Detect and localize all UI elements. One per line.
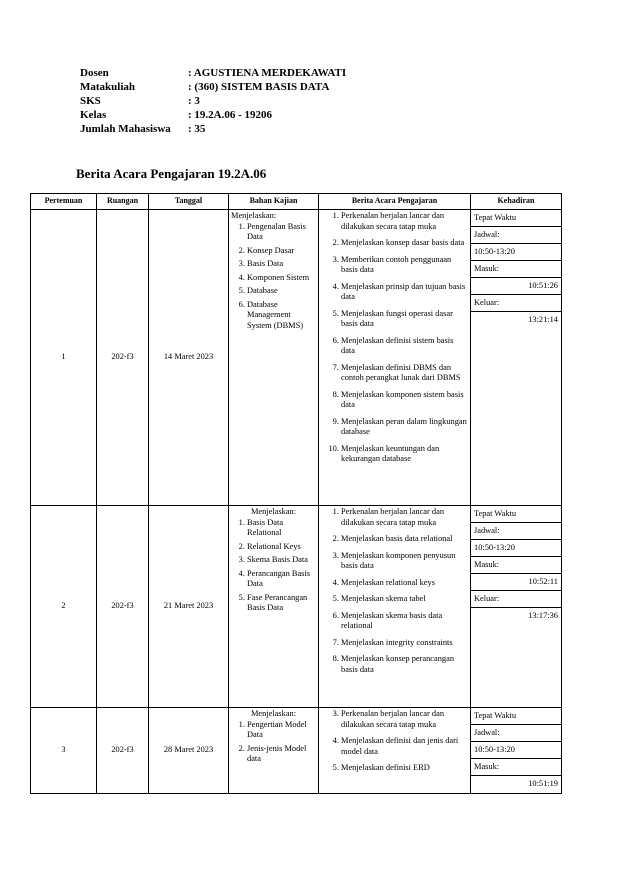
ruangan-cell: 202-f3 <box>97 506 149 708</box>
bahan-item: 4. Komponen Sistem <box>247 273 316 284</box>
keluar-time: 13:17:36 <box>528 611 558 620</box>
tanggal-cell: 21 Maret 2023 <box>149 506 229 708</box>
berita-item: 5. Menjelaskan fungsi operasi dasar basis data <box>341 309 468 330</box>
bahan-item: 5. Database <box>247 286 316 297</box>
bahan-item: 2. Konsep Dasar <box>247 246 316 257</box>
bahan-item: 5. Fase Perancangan Basis Data <box>247 593 316 614</box>
bahan-label: Menjelaskan: <box>250 507 297 516</box>
bahan-item: 3. Skema Basis Data <box>247 555 316 566</box>
pertemuan-cell: 3 <box>31 708 97 794</box>
sks-row <box>80 94 346 108</box>
page-title: Berita Acara Pengajaran 19.2A.06 <box>76 166 267 181</box>
status-text: Tepat Waktu <box>471 708 561 725</box>
berita-list <box>321 211 468 465</box>
jadwal-value: 10:50-13:20 <box>471 742 561 759</box>
col-ruangan: Ruangan <box>97 194 149 210</box>
col-pertemuan: Pertemuan <box>31 194 97 210</box>
dosen-row <box>80 66 346 80</box>
berita-item: 4. Menjelaskan prinsip dan tujuan basis data <box>341 282 468 303</box>
berita-item: 7. Menjelaskan integrity constraints <box>341 638 468 649</box>
berita-item: 2. Menjelaskan basis data relational <box>341 534 468 545</box>
masuk-time: 10:51:26 <box>471 278 561 295</box>
keluar-label: Keluar: <box>471 591 561 608</box>
berita-item: 4. Menjelaskan relational keys <box>341 578 468 589</box>
table-row <box>31 210 562 506</box>
jumlah-label: Jumlah Mahasiswa <box>80 123 171 135</box>
jadwal-value: 10:50-13:20 <box>471 540 561 557</box>
col-bahan-kajian: Bahan Kajian <box>229 194 319 210</box>
matakuliah-value: : (360) SISTEM BASIS DATA <box>188 81 330 93</box>
pertemuan-cell: 1 <box>31 210 97 506</box>
masuk-time: 10:51:19 <box>528 779 558 788</box>
bahan-kajian-cell <box>229 708 319 794</box>
bahan-item: 3. Basis Data <box>247 259 316 270</box>
keluar-label: Keluar: <box>471 295 561 312</box>
berita-acara-cell <box>319 708 471 794</box>
berita-item: 9. Menjelaskan peran dalam lingkungan database <box>341 417 468 438</box>
keluar-time: 13:21:14 <box>528 315 558 324</box>
dosen-label: Dosen <box>80 67 109 79</box>
jumlah-row <box>80 122 346 136</box>
berita-item: 3. Perkenalan berjalan lancar dan dilakukan secara tatap muka <box>341 709 468 730</box>
bahan-list <box>231 720 316 765</box>
bahan-item: 1. Pengenalan Basis Data <box>247 222 316 243</box>
status-text: Tepat Waktu <box>471 210 561 227</box>
berita-item: 10. Menjelaskan keuntungan dan kekurangan database <box>341 444 468 465</box>
sks-value: : 3 <box>188 95 200 107</box>
bahan-item: 1. Pengertian Model Data <box>247 720 316 741</box>
berita-item: 4. Menjelaskan definisi dan jenis dari model data <box>341 736 468 757</box>
berita-list <box>321 709 468 774</box>
bahan-item: 4. Perancangan Basis Data <box>247 569 316 590</box>
berita-item: 2. Menjelaskan konsep dasar basis data <box>341 238 468 249</box>
berita-item: 8. Menjelaskan konsep perancangan basis data <box>341 654 468 675</box>
berita-item: 3. Memberikan contoh penggunaan basis data <box>341 255 468 276</box>
table-row <box>31 708 562 794</box>
table-row <box>31 506 562 708</box>
col-kehadiran: Kehadiran <box>471 194 562 210</box>
bahan-item: 2. Relational Keys <box>247 542 316 553</box>
tanggal-cell: 28 Maret 2023 <box>149 708 229 794</box>
kelas-row <box>80 108 346 122</box>
kehadiran-cell <box>471 708 562 794</box>
col-tanggal: Tanggal <box>149 194 229 210</box>
jadwal-value: 10:50-13:20 <box>471 244 561 261</box>
berita-acara-cell <box>319 506 471 708</box>
masuk-time: 10:52:11 <box>471 574 561 591</box>
bahan-list <box>231 222 316 332</box>
pertemuan-cell: 2 <box>31 506 97 708</box>
kehadiran-cell <box>471 210 562 506</box>
berita-item: 5. Menjelaskan skema tabel <box>341 594 468 605</box>
jadwal-label: Jadwal: <box>471 725 561 742</box>
jadwal-label: Jadwal: <box>471 227 561 244</box>
bahan-label: Menjelaskan: <box>231 211 277 220</box>
bahan-item: 2. Jenis-jenis Model data <box>247 744 316 765</box>
sks-label: SKS <box>80 95 101 107</box>
jadwal-label: Jadwal: <box>471 523 561 540</box>
berita-item: 5. Menjelaskan definisi ERD <box>341 763 468 774</box>
berita-item: 7. Menjelaskan definisi DBMS dan contoh perangkat lunak dari DBMS <box>341 363 468 384</box>
dosen-value: : AGUSTIENA MERDEKAWATI <box>188 67 347 79</box>
masuk-label: Masuk: <box>471 759 561 776</box>
bahan-list <box>231 518 316 614</box>
status-text: Tepat Waktu <box>471 506 561 523</box>
bahan-item: 6. Database Management System (DBMS) <box>247 300 316 332</box>
col-berita-acara: Berita Acara Pengajaran <box>319 194 471 210</box>
masuk-label: Masuk: <box>471 261 561 278</box>
jumlah-value: : 35 <box>188 123 206 135</box>
kelas-label: Kelas <box>80 109 107 121</box>
berita-item: 6. Menjelaskan definisi sistem basis data <box>341 336 468 357</box>
berita-item: 6. Menjelaskan skema basis data relational <box>341 611 468 632</box>
matakuliah-row <box>80 80 346 94</box>
bahan-kajian-cell <box>229 210 319 506</box>
tanggal-cell: 14 Maret 2023 <box>149 210 229 506</box>
course-header <box>80 66 346 136</box>
ruangan-cell: 202-f3 <box>97 210 149 506</box>
berita-acara-cell <box>319 210 471 506</box>
berita-acara-table <box>30 193 562 794</box>
bahan-label: Menjelaskan: <box>250 709 297 718</box>
berita-item: 1. Perkenalan berjalan lancar dan dilakukan secara tatap muka <box>341 507 468 528</box>
berita-item: 3. Menjelaskan komponen penyusun basis data <box>341 551 468 572</box>
berita-list <box>321 507 468 675</box>
masuk-label: Masuk: <box>471 557 561 574</box>
bahan-item: 1. Basis Data Relational <box>247 518 316 539</box>
berita-item: 8. Menjelaskan komponen sistem basis data <box>341 390 468 411</box>
table-header-row <box>31 194 562 210</box>
bahan-kajian-cell <box>229 506 319 708</box>
ruangan-cell: 202-f3 <box>97 708 149 794</box>
matakuliah-label: Matakuliah <box>80 81 136 93</box>
berita-item: 1. Perkenalan berjalan lancar dan dilakukan secara tatap muka <box>341 211 468 232</box>
kehadiran-cell <box>471 506 562 708</box>
kelas-value: : 19.2A.06 - 19206 <box>188 109 273 121</box>
